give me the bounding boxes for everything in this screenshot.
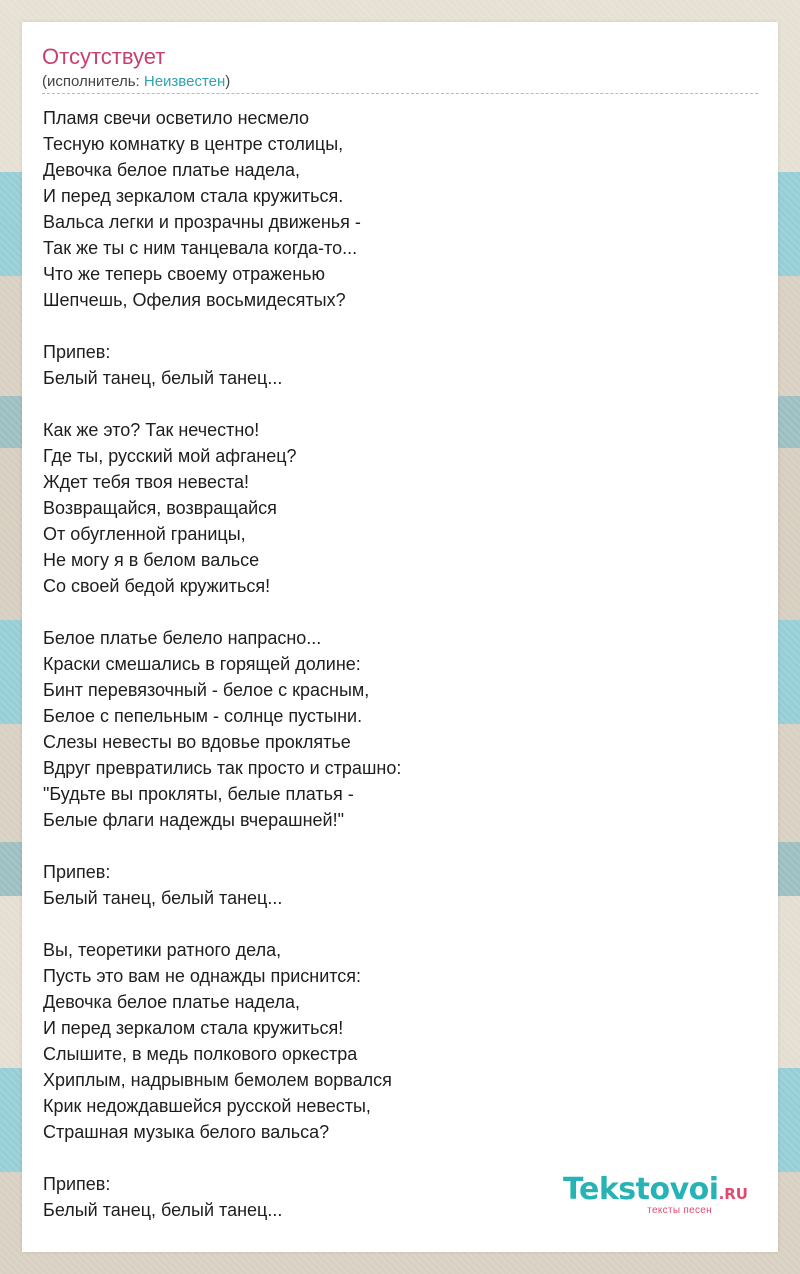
lyric-line: И перед зеркалом стала кружиться! bbox=[43, 1018, 344, 1038]
lyric-line: Белый танец, белый танец... bbox=[43, 1200, 283, 1220]
artist-line bbox=[42, 73, 230, 91]
artist-prefix: (исполнитель: bbox=[42, 73, 144, 90]
lyric-line: Со своей бедой кружиться! bbox=[43, 576, 271, 596]
lyric-line: "Будьте вы прокляты, белые платья - bbox=[43, 784, 354, 804]
lyric-line: Слышите, в медь полкового оркестра bbox=[43, 1044, 358, 1064]
lyric-line: Вальса легки и прозрачны движенья - bbox=[43, 212, 361, 232]
lyric-line: Белый танец, белый танец... bbox=[43, 888, 283, 908]
lyric-line: Краски смешались в горящей долине: bbox=[43, 654, 361, 674]
lyric-line: Припев: bbox=[43, 862, 111, 882]
logo-name: Tekstovoi bbox=[563, 1172, 719, 1207]
lyric-line: Вдруг превратились так просто и страшно: bbox=[43, 758, 402, 778]
lyric-line bbox=[43, 1145, 743, 1171]
lyrics-card bbox=[22, 22, 778, 1252]
song-title: Отсутствует bbox=[42, 44, 166, 69]
lyric-line: Пламя свечи осветило несмело bbox=[43, 108, 310, 128]
title-divider bbox=[42, 93, 758, 94]
lyric-line: Белое с пепельным - солнце пустыни. bbox=[43, 706, 363, 726]
lyric-line: Возвращайся, возвращайся bbox=[43, 498, 277, 518]
lyric-line: Белое платье белело напрасно... bbox=[43, 628, 322, 648]
lyric-line: Девочка белое платье надела, bbox=[43, 992, 300, 1012]
logo-tagline: тексты песен bbox=[647, 1205, 712, 1216]
lyric-line bbox=[43, 911, 743, 937]
logo-wordmark bbox=[518, 1174, 748, 1210]
lyric-line: Хриплым, надрывным бемолем ворвался bbox=[43, 1070, 392, 1090]
lyric-line: Пусть это вам не однажды приснится: bbox=[43, 966, 362, 986]
lyric-line: От обугленной границы, bbox=[43, 524, 246, 544]
lyric-line bbox=[43, 599, 743, 625]
site-logo[interactable] bbox=[518, 1174, 748, 1224]
lyric-line: И перед зеркалом стала кружиться. bbox=[43, 186, 344, 206]
lyric-line bbox=[43, 391, 743, 417]
lyric-line: Где ты, русский мой афганец? bbox=[43, 446, 297, 466]
lyric-line: Вы, теоретики ратного дела, bbox=[43, 940, 282, 960]
artist-link[interactable]: Неизвестен bbox=[143, 73, 226, 90]
lyric-line bbox=[43, 313, 743, 339]
lyric-line: Что же теперь своему отраженью bbox=[43, 264, 326, 284]
lyric-line: Белый танец, белый танец... bbox=[43, 368, 283, 388]
lyric-line: Страшная музыка белого вальса? bbox=[43, 1122, 330, 1142]
logo-tld: .RU bbox=[718, 1185, 748, 1203]
lyric-line: Не могу я в белом вальсе bbox=[43, 550, 260, 570]
lyrics-text bbox=[43, 105, 743, 1223]
lyric-line bbox=[43, 833, 743, 859]
lyric-line: Шепчешь, Офелия восьмидесятых? bbox=[43, 290, 346, 310]
lyric-line: Так же ты с ним танцевала когда-то... bbox=[43, 238, 358, 258]
lyric-line: Бинт перевязочный - белое с красным, bbox=[43, 680, 370, 700]
lyric-line: Слезы невесты во вдовье проклятье bbox=[43, 732, 351, 752]
lyric-line: Тесную комнатку в центре столицы, bbox=[43, 134, 344, 154]
lyric-line: Припев: bbox=[43, 1174, 111, 1194]
lyric-line: Белые флаги надежды вчерашней!" bbox=[43, 810, 344, 830]
lyric-line: Припев: bbox=[43, 342, 111, 362]
lyric-line: Как же это? Так нечестно! bbox=[43, 420, 260, 440]
lyric-line: Девочка белое платье надела, bbox=[43, 160, 300, 180]
lyric-line: Ждет тебя твоя невеста! bbox=[43, 472, 250, 492]
lyric-line: Крик недождавшейся русской невесты, bbox=[43, 1096, 371, 1116]
artist-suffix: ) bbox=[225, 73, 231, 90]
